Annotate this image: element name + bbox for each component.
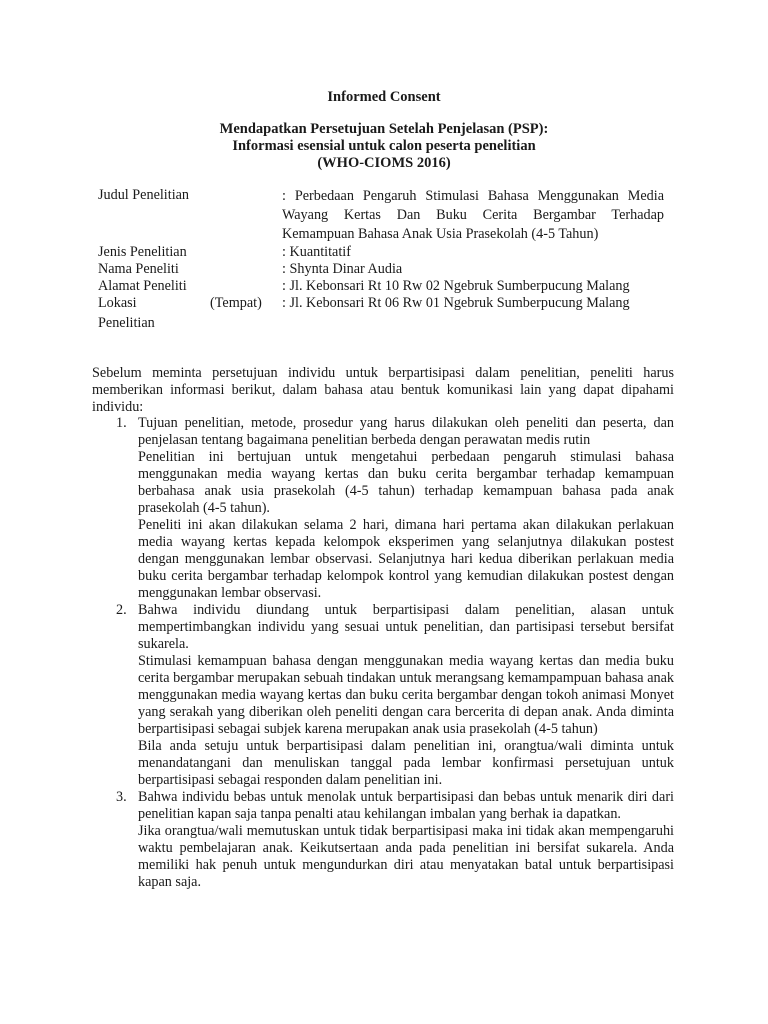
info-label-part: (Tempat) — [210, 295, 262, 311]
research-info-table — [98, 187, 664, 335]
info-row-lokasi — [98, 295, 664, 335]
document-subtitle — [0, 121, 768, 172]
list-item — [92, 415, 674, 602]
info-row-nama — [98, 261, 664, 278]
list-paragraph: Bila anda setuju untuk berpartisipasi dalam penelitian ini, orangtua/wali diminta untuk menandatangani dan menuliskan tanggal pada lembar konfirmasi persetujuan untuk berpartisipasi sebagai responden dalam penelitian ini. — [138, 738, 674, 788]
info-label-part: Penelitian — [98, 315, 155, 331]
info-value: : Perbedaan Pengaruh Stimulasi Bahasa Menggunakan Media Wayang Kertas Dan Buku Cerita Bergambar Terhadap Kemampuan Bahasa Anak Usia Prasekolah (4-5 Tahun) — [282, 188, 664, 242]
list-paragraph: Tujuan penelitian, metode, prosedur yang harus dilakukan oleh peneliti dan peserta, dan penjelasan tentang bagaimana penelitian berbeda dengan perawatan medis rutin — [138, 415, 674, 448]
info-label: Alamat Peneliti — [98, 278, 187, 294]
document-title: Informed Consent — [327, 89, 441, 105]
list-paragraph: Stimulasi kemampuan bahasa dengan menggunakan media wayang kertas dan media buku cerita bergambar merupakan sebuah tindakan untuk merangsang kemampampuan bahasa anak menggunakan media wayang kertas dan buku cerita bergambar dengan tokoh animasi Monyet yang serakah yang diberikan oleh peneliti dengan cara bercerita di depan anak. Anda diminta berpartisipasi sebagai subjek karena merupakan anak usia prasekolah (4-5 tahun) — [138, 653, 674, 737]
info-row-judul — [98, 187, 664, 244]
subtitle-line: Informasi esensial untuk calon peserta penelitian — [232, 138, 536, 154]
list-paragraph: Bahwa individu bebas untuk menolak untuk berpartisipasi dan bebas untuk menarik diri dari penelitian kapan saja tanpa penalti atau kehilangan imbalan yang berhak ia dapatkan. — [138, 789, 674, 822]
info-label-part: Lokasi — [98, 295, 137, 311]
list-paragraph: Jika orangtua/wali memutuskan untuk tidak berpartisipasi maka ini tidak akan mempengaruhi waktu pembelajaran anak. Keikutsertaan anda pada penelitian ini bersifat sukarela. Anda memiliki hak penuh untuk mengundurkan diri atau menyatakan batal untuk berpartisipasi kapan saja. — [138, 823, 674, 890]
subtitle-line: (WHO-CIOMS 2016) — [317, 155, 451, 171]
list-paragraph: Bahwa individu diundang untuk berpartisipasi dalam penelitian, alasan untuk mempertimbangkan individu yang sesuai untuk penelitian, dan partisipasi tersebut bersifat sukarela. — [138, 602, 674, 652]
info-value: : Shynta Dinar Audia — [282, 261, 403, 277]
list-number: 3. — [116, 789, 127, 805]
intro-paragraph: Sebelum meminta persetujuan individu untuk berpartisipasi dalam penelitian, peneliti harus memberikan informasi berikut, dalam bahasa atau bentuk komunikasi lain yang dapat dipahami individu: — [92, 365, 674, 415]
list-paragraph: Peneliti ini akan dilakukan selama 2 hari, dimana hari pertama akan dilakukan perlakuan media wayang kertas kepada kelompok eksperimen yang selanjutnya dilakukan postest dengan menggunakan lembar observasi. Selanjutnya hari kedua diberikan perlakuan media buku cerita bergambar terhadap kelompok kontrol yang kemudian dilakukan postest dengan menggunakan lembar observasi. — [138, 517, 674, 601]
info-value: : Kuantitatif — [282, 244, 351, 260]
info-value: : Jl. Kebonsari Rt 10 Rw 02 Ngebruk Sumberpucung Malang — [282, 278, 630, 294]
subtitle-line: Mendapatkan Persetujuan Setelah Penjelasan (PSP): — [219, 121, 549, 137]
info-row-alamat — [98, 278, 664, 295]
list-paragraph: Penelitian ini bertujuan untuk mengetahui perbedaan pengaruh stimulasi bahasa menggunakan media wayang kertas dan buku cerita bergambar terhadap kemampuan berbahasa anak usia prasekolah (4-5 tahun) terhadap kemampuan bahasa pada anak prasekolah (4-5 tahun). — [138, 449, 674, 516]
info-value: : Jl. Kebonsari Rt 06 Rw 01 Ngebruk Sumberpucung Malang — [282, 295, 630, 311]
list-item — [92, 789, 674, 891]
info-label: Jenis Penelitian — [98, 244, 187, 260]
list-number: 1. — [116, 415, 127, 431]
info-label: Judul Penelitian — [98, 187, 190, 203]
list-number: 2. — [116, 602, 127, 618]
list-item — [92, 602, 674, 789]
info-label: Nama Peneliti — [98, 261, 179, 277]
consent-list — [92, 415, 674, 891]
info-row-jenis — [98, 244, 664, 261]
